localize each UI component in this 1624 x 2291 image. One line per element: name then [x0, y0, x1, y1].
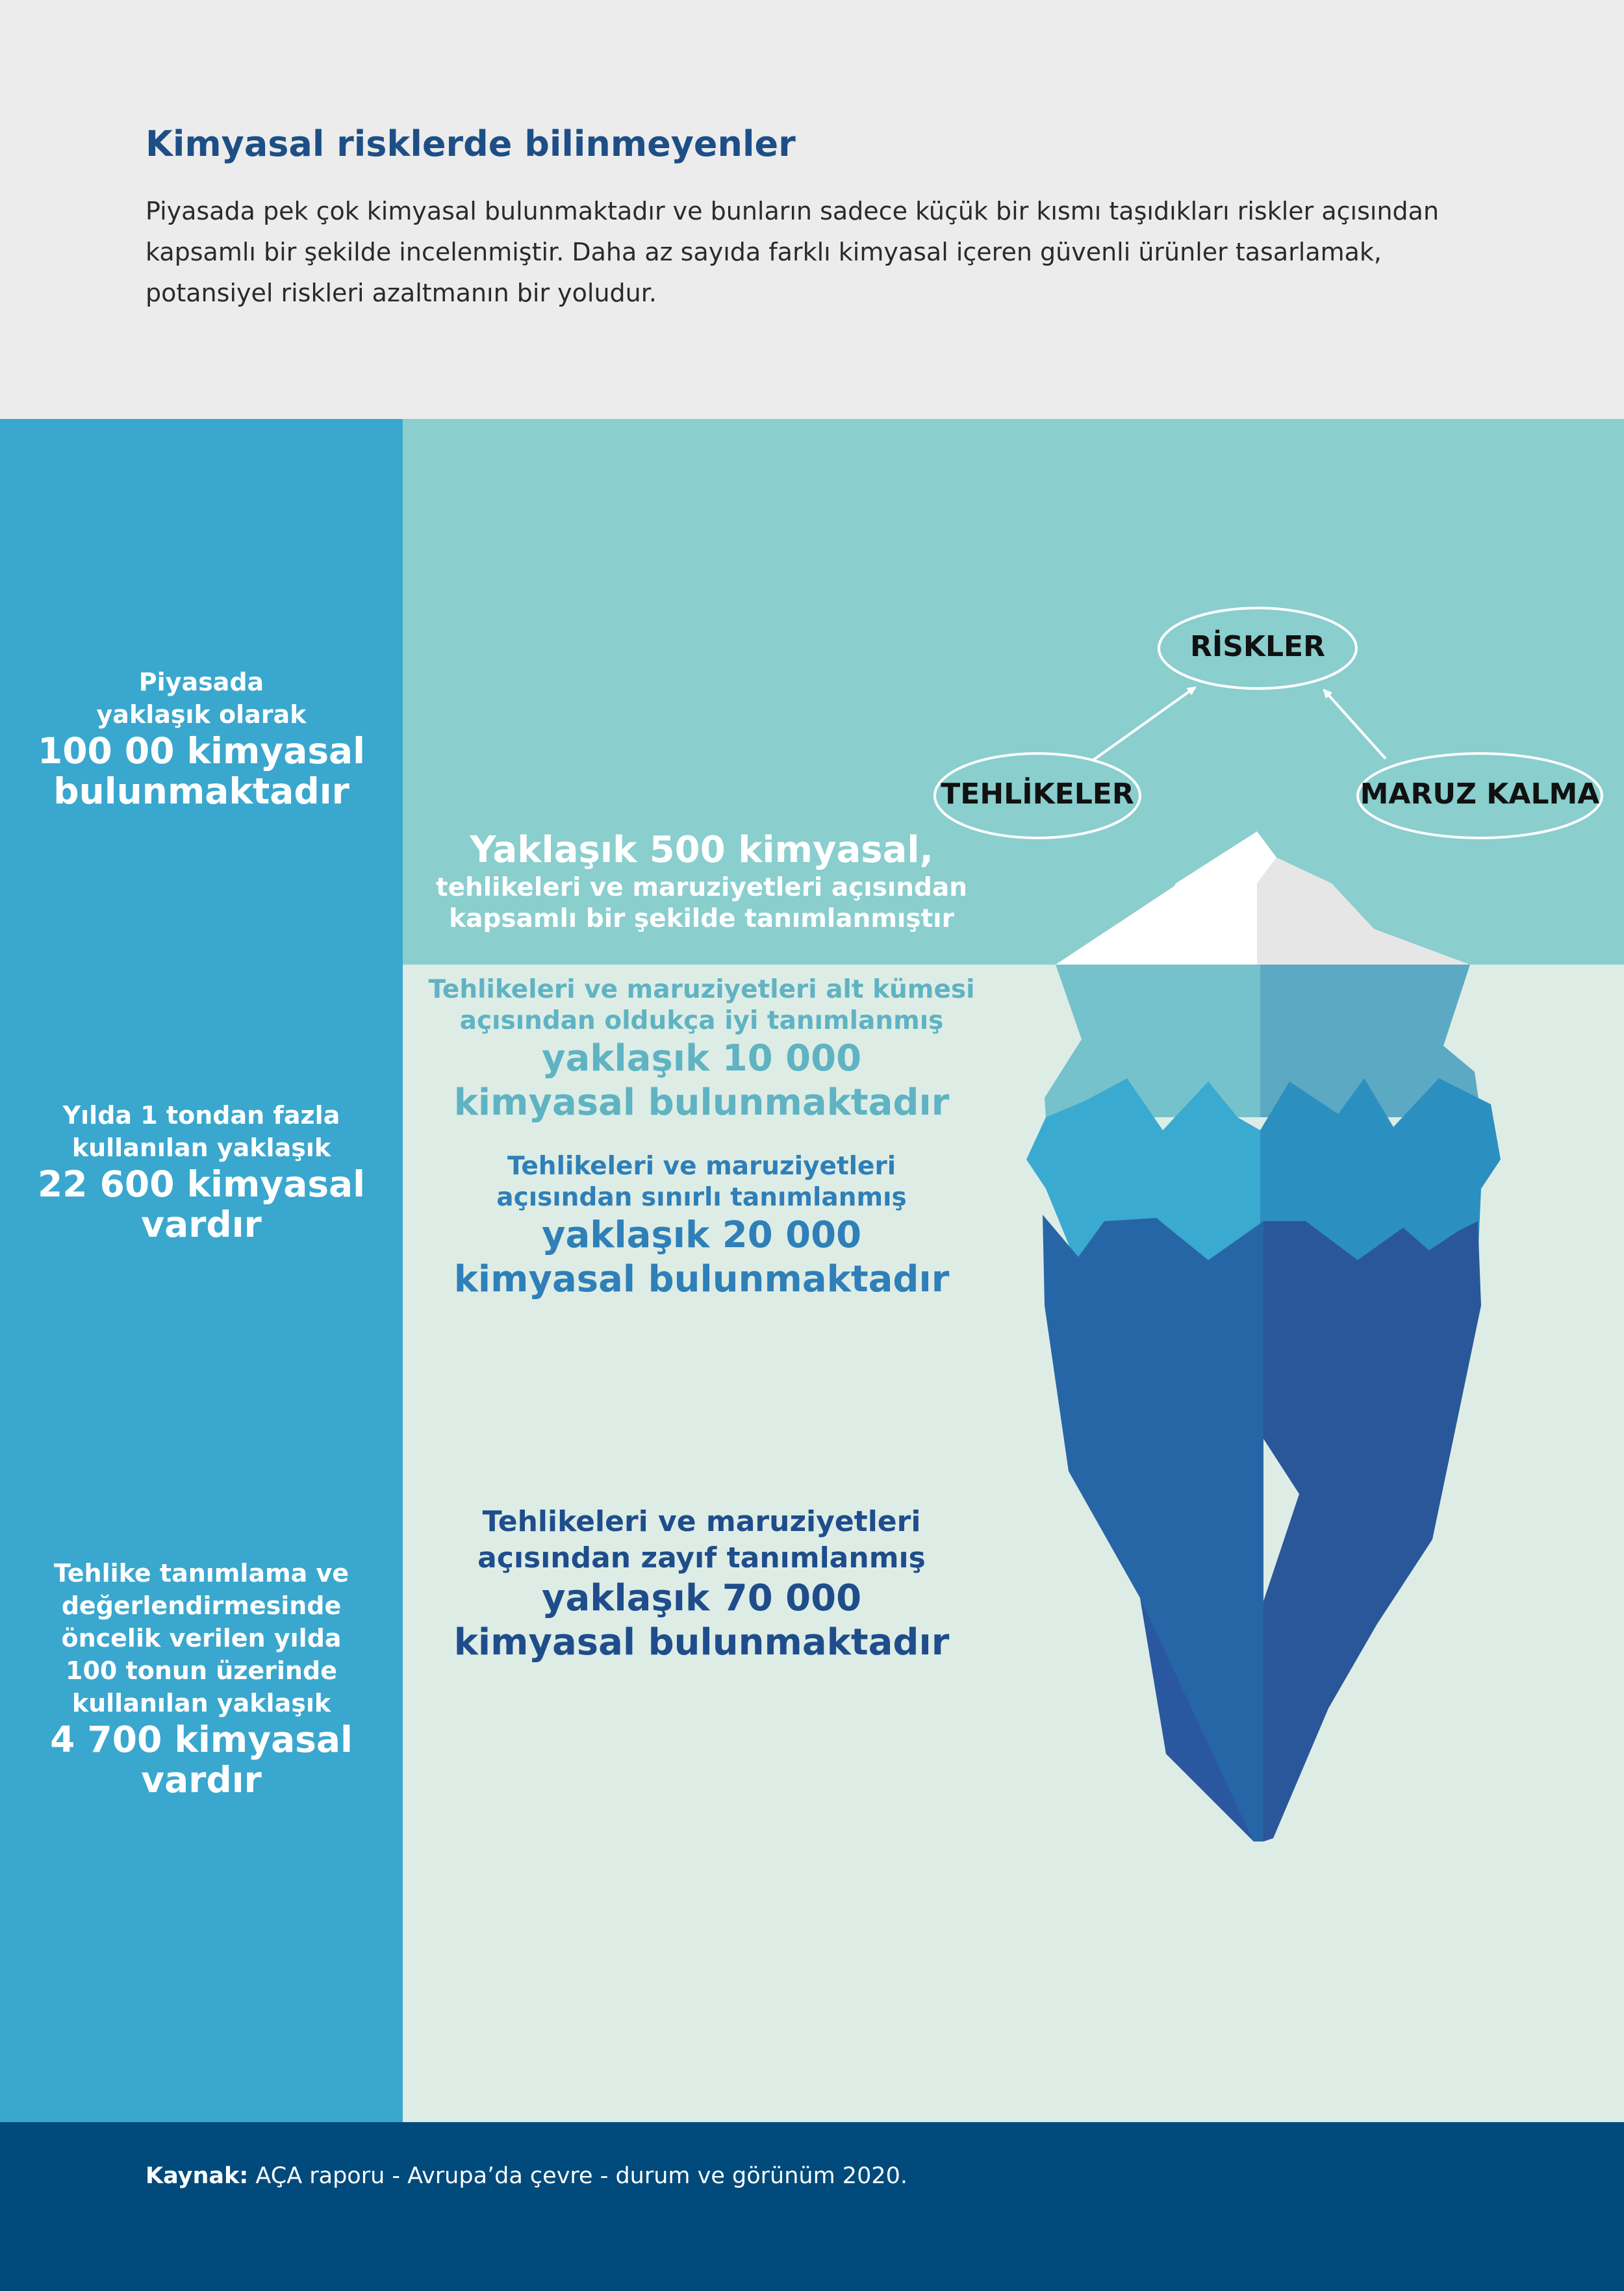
stat-line-emphasis: vardır [141, 1204, 262, 1245]
footer [0, 2122, 1624, 2291]
band-emphasis: Yaklaşık 500 kimyasal, [470, 829, 933, 871]
iceberg-tip-right [1257, 831, 1470, 965]
stat-line: değerlendirmesinde [61, 1591, 342, 1620]
exposure-label: MARUZ KALMA [1360, 778, 1600, 811]
page-title: Kimyasal risklerde bilinmeyenler [146, 123, 796, 164]
risks-label: RİSKLER [1189, 630, 1325, 663]
stat-line-emphasis: 4 700 kimyasal [50, 1719, 353, 1760]
band-upper [409, 974, 994, 1125]
band-line: kapsamlı bir şekilde tanımlanmıştır [449, 904, 954, 933]
stat-line: yaklaşık olarak [96, 700, 307, 729]
stat-line-emphasis: 22 600 kimyasal [37, 1163, 366, 1205]
intro-line: potansiyel riskleri azaltmanın bir yoludur. [146, 279, 657, 307]
band-middle [409, 1151, 994, 1302]
band-emphasis: kimyasal bulunmaktadır [453, 1082, 950, 1124]
stat-line: kullanılan yaklaşık [71, 1133, 331, 1162]
band-line: Tehlikeleri ve maruziyetleri alt kümesi [428, 975, 975, 1004]
stat-line-emphasis: 100 00 kimyasal [37, 730, 366, 772]
hazards-label: TEHLİKELER [941, 778, 1134, 811]
band-deep [409, 1504, 994, 1665]
band-line: açısından oldukça iyi tanımlanmış [459, 1006, 944, 1035]
stat-line: Tehlike tanımlama ve [53, 1559, 349, 1588]
band-emphasis: yaklaşık 20 000 [541, 1214, 862, 1256]
band-line: Tehlikeleri ve maruziyetleri [482, 1505, 921, 1538]
stat-line: kullanılan yaklaşık [71, 1689, 331, 1717]
band-line: tehlikeleri ve maruziyetleri açısından [435, 873, 968, 902]
band-emphasis: yaklaşık 10 000 [541, 1037, 862, 1080]
stat-line: Piyasada [138, 668, 264, 696]
band-line: açısından sınırlı tanımlanmış [496, 1183, 907, 1212]
band-tip [409, 828, 994, 935]
band-emphasis: yaklaşık 70 000 [541, 1577, 862, 1619]
source-label: Kaynak: [146, 2163, 249, 2189]
stat-line: Yılda 1 tondan fazla [62, 1101, 340, 1130]
stat-line-emphasis: bulunmaktadır [53, 770, 349, 812]
intro-line: kapsamlı bir şekilde incelenmiştir. Daha az sayıda farklı kimyasal içeren güvenli ürünler tasarlamak, [146, 238, 1382, 266]
iceberg-deep-left [1043, 1215, 1263, 1842]
band-emphasis: kimyasal bulunmaktadır [453, 1258, 950, 1300]
intro-line: Piyasada pek çok kimyasal bulunmaktadır ve bunların sadece küçük bir kısmı taşıdıkları riskler açısından [146, 197, 1440, 225]
band-line: açısından zayıf tanımlanmış [477, 1541, 926, 1575]
band-line: Tehlikeleri ve maruziyetleri [507, 1152, 896, 1181]
band-emphasis: kimyasal bulunmaktadır [453, 1621, 950, 1664]
stat-line-emphasis: vardır [141, 1759, 262, 1801]
iceberg-upper-left [1045, 965, 1260, 1117]
stat-line: 100 tonun üzerinde [66, 1656, 337, 1685]
hazard-to-risk-arrow [1093, 687, 1195, 760]
stat-line: öncelik verilen yılda [61, 1624, 342, 1652]
iceberg-deep-right [1263, 1221, 1481, 1842]
source-text: AÇA raporu - Avrupa’da çevre - durum ve görünüm 2020. [248, 2163, 908, 2189]
source-note [146, 2163, 907, 2189]
exposure-to-risk-arrow [1324, 690, 1386, 759]
